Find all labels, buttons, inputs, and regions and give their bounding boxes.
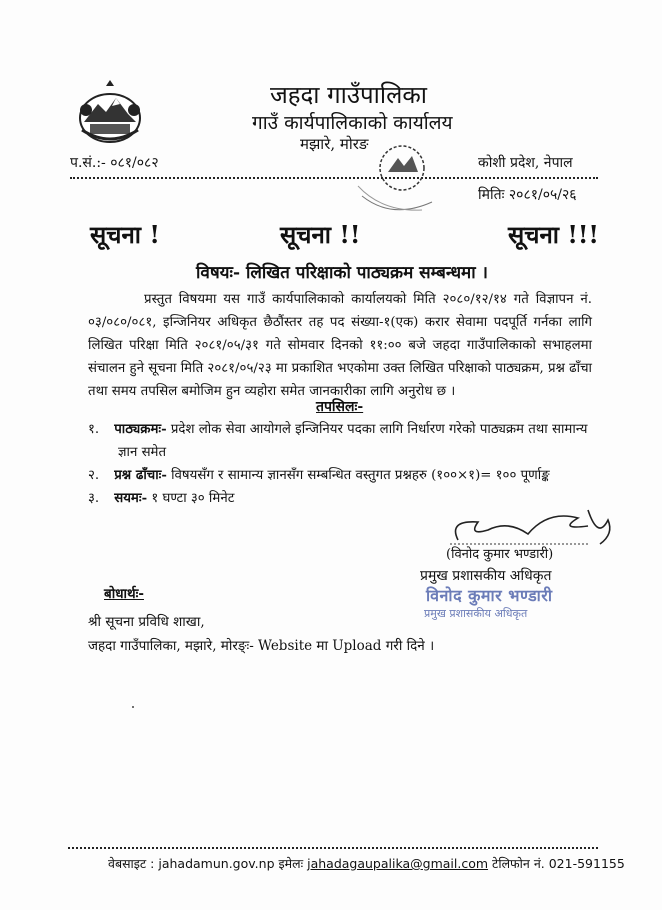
footer-phone: टेलिफोन नं. 021-591155 <box>492 856 625 871</box>
notice-date: मितिः २०८१/०५/२६ <box>478 187 577 203</box>
reference-number: प.सं.:- ०८१/०८२ <box>70 155 159 171</box>
nepal-emblem-icon <box>70 78 150 148</box>
notice-heading-3: सूचना !!! <box>508 220 599 249</box>
details-heading: तपसिलः- <box>316 399 364 415</box>
signatory-name: (विनोद कुमार भण्डारी) <box>446 547 554 562</box>
footer-email-link[interactable]: jahadagaupalika@gmail.com <box>307 856 489 871</box>
footer <box>108 855 625 872</box>
office-seal-icon <box>352 140 442 220</box>
item-number: १. <box>88 422 100 437</box>
cc-line-2: जहदा गाउँपालिका, मझारे, मोरङ्ः- Website मा Upload गरी दिने । <box>88 638 435 654</box>
list-item <box>88 464 588 487</box>
notice-body: प्रस्तुत विषयमा यस गाउँ कार्यपालिकाको कार्यालयको मिति २०८०/१२/१४ गते विज्ञापन नं. ०३/०८०/०८१, इन्जिनियर अधिकृत छैठौंस्तर तह पद संख्या-१(एक) करार सेवामा पदपूर्ति गर्नका लागि लिखित परिक्षा मिति २०८१/०५/३१ गते सोमवार दिनको ११:०० बजे जहदा गाउँपालिकाको सभाहलमा संचालन हुने सूचना मिति २०८१/०५/२३ मा प्रकाशित भएकोमा उक्त लिखित परिक्षाको पाठ्यक्रम, प्रश्न ढाँचा तथा समय तपसिल बमोजिम हुन व्यहोरा समेत जानकारीका लागि अनुरोध छ । <box>88 292 592 399</box>
signatory-stamp <box>418 584 568 626</box>
item-number: ३. <box>88 491 100 506</box>
stamp-title: प्रमुख प्रशासकीय अधिकृत <box>424 607 528 620</box>
speck <box>132 706 134 708</box>
item-text: प्रदेश लोक सेवा आयोगले इन्जिनियर पदका लागि निर्धारण गरेको पाठ्यक्रम तथा सामान्य <box>170 422 588 437</box>
header-divider <box>70 177 598 179</box>
item-number: २. <box>88 468 100 483</box>
office-place: मझारे, मोरङ <box>300 135 369 153</box>
item-continuation: ज्ञान समेत <box>118 445 167 460</box>
province-label: कोशी प्रदेश, नेपाल <box>478 155 573 171</box>
item-label: प्रश्न ढाँचाः- <box>114 468 167 483</box>
notice-subject: विषयः- लिखित परिक्षाको पाठ्यक्रम सम्बन्धमा । <box>196 263 488 283</box>
list-item <box>88 418 588 441</box>
signatory-title: प्रमुख प्रशासकीय अधिकृत <box>420 568 552 584</box>
item-label: सयमः- <box>114 491 148 506</box>
stamp-name: विनोद कुमार भण्डारी <box>426 586 553 605</box>
notice-heading-2: सूचना !! <box>280 220 361 249</box>
office-title: गाउँ कार्यपालिकाको कार्यालय <box>252 112 453 134</box>
footer-website: वेबसाइट : jahadamun.gov.np <box>108 856 275 871</box>
footer-divider <box>68 847 598 849</box>
signature-icon <box>438 500 618 550</box>
municipality-title: जहदा गाउँपालिका <box>270 81 428 109</box>
cc-line-1: श्री सूचना प्रविधि शाखा, <box>88 614 205 630</box>
item-text: विषयसँग र सामान्य ज्ञानसँग सम्बन्धित वस्तुगत प्रश्नहरु (१००×१)= १०० पूर्णाङ्क <box>171 468 550 483</box>
item-label: पाठ्यक्रमः- <box>114 422 167 437</box>
notice-heading-1: सूचना ! <box>90 220 160 249</box>
footer-email-label: इमेलः <box>278 856 304 871</box>
cc-heading: बोधार्थः- <box>104 586 144 602</box>
item-text: १ घण्टा ३० मिनेट <box>151 491 235 506</box>
